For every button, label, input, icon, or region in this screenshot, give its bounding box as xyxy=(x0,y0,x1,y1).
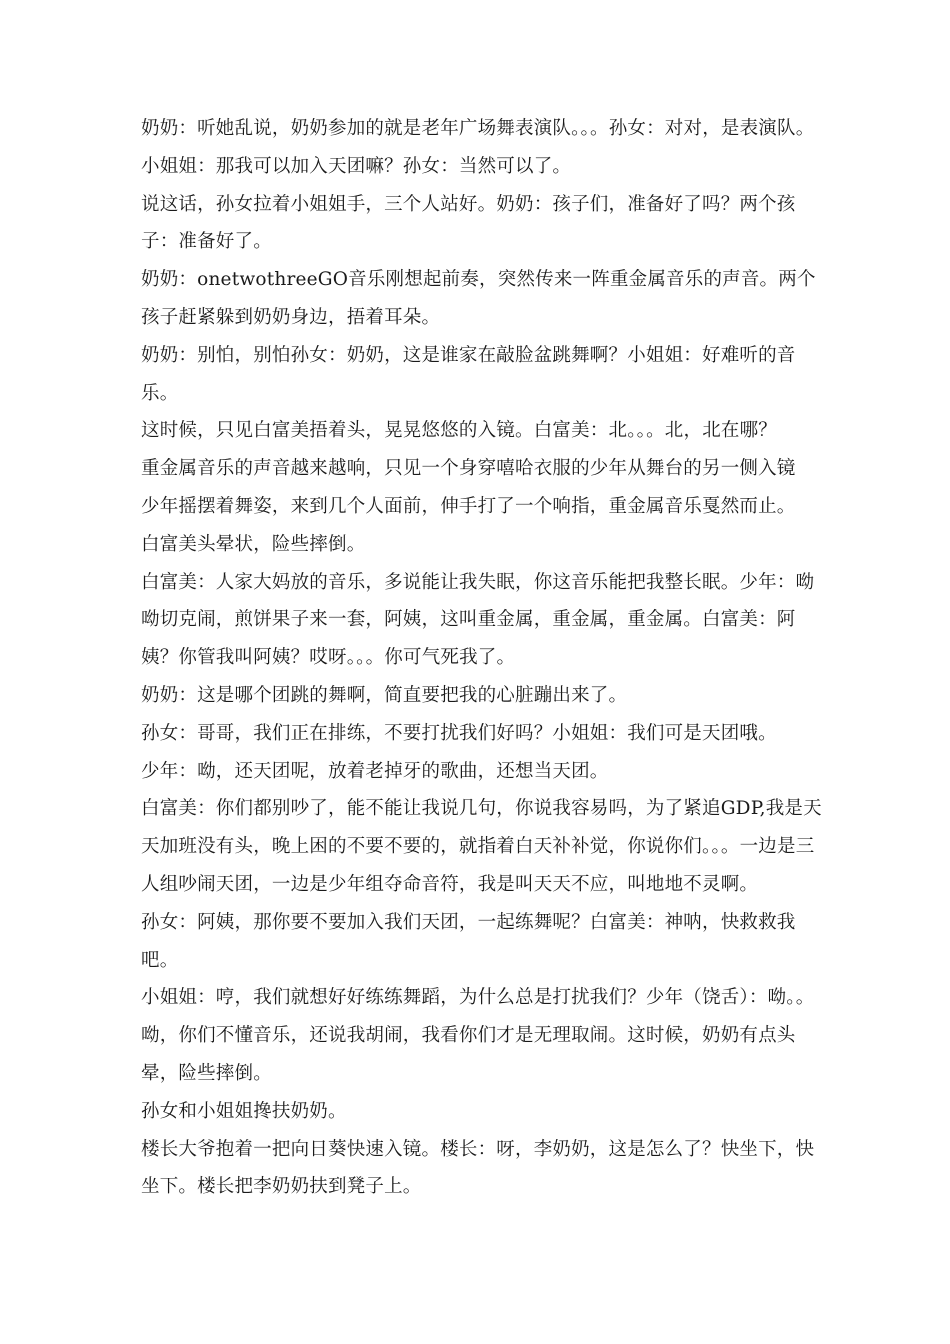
paragraph: 奶奶：听她乱说，奶奶参加的就是老年广场舞表演队。。。孙女：对对，是表演队。 xyxy=(141,118,815,139)
paragraph: 楼长大爷抱着一把向日葵快速入镜。楼长：呀，李奶奶，这是怎么了？快坐下，快坐下。楼长把李奶奶扶到凳子上。 xyxy=(141,1138,815,1198)
paragraph: 奶奶：onetwothreeGO音乐刚想起前奏，突然传来一阵重金属音乐的声音。两个孩子赶紧躲到奶奶身边，捂着耳朵。 xyxy=(141,269,816,328)
paragraph: 孙女：哥哥，我们正在排练，不要打扰我们好吗？小姐姐：我们可是天团哦。 xyxy=(141,722,777,744)
document-body xyxy=(141,110,831,1206)
paragraph: 奶奶：别怕，别怕孙女：奶奶，这是谁家在敲脸盆跳舞啊？小姐姐：好难听的音乐。 xyxy=(141,344,796,404)
paragraph: 白富美头晕状，险些摔倒。 xyxy=(141,533,366,555)
paragraph: 白富美：你们都别吵了，能不能让我说几句，你说我容易吗，为了紧追GDP,我是天天加班没有头，晚上困的不要不要的，就指着白天补补觉，你说你们。。。一边是三人组吵闹天团，一边是少年组夺命音符，我是叫天天不应，叫地地不灵啊。 xyxy=(141,798,822,895)
paragraph: 这时候，只见白富美捂着头，晃晃悠悠的入镜。白富美：北。。。北，北在哪？ xyxy=(141,420,778,442)
paragraph: 小姐姐：哼，我们就想好好练练舞蹈，为什么总是打扰我们？少年（饶舌）：呦。。呦，你们不懂音乐，还说我胡闹，我看你们才是无理取闹。这时候，奶奶有点头晕，险些摔倒。 xyxy=(141,987,815,1084)
paragraph: 少年摇摆着舞姿，来到几个人面前，伸手打了一个响指，重金属音乐戛然而止。 xyxy=(141,495,796,517)
paragraph: 重金属音乐的声音越来越响，只见一个身穿嘻哈衣服的少年从舞台的另一侧入镜 xyxy=(141,458,796,480)
paragraph: 白富美：人家大妈放的音乐，多说能让我失眠，你这音乐能把我整长眠。少年：呦呦切克闹，煎饼果子来一套，阿姨，这叫重金属，重金属，重金属。白富美：阿姨？你管我叫阿姨？哎呀。。。你可气死我了。 xyxy=(141,571,815,669)
paragraph: 说这话，孙女拉着小姐姐手，三个人站好。奶奶：孩子们，准备好了吗？两个孩子：准备好了。 xyxy=(141,193,796,253)
paragraph: 少年：呦，还天团呢，放着老掉牙的歌曲，还想当天团。 xyxy=(141,760,609,782)
paragraph: 孙女和小姐姐搀扶奶奶。 xyxy=(141,1100,347,1122)
paragraph: 孙女：阿姨，那你要不要加入我们天团，一起练舞呢？白富美：神呐，快救救我吧。 xyxy=(141,911,796,971)
paragraph: 奶奶：这是哪个团跳的舞啊，简直要把我的心脏蹦出来了。 xyxy=(141,684,628,706)
paragraph: 小姐姐：那我可以加入天团嘛？孙女：当然可以了。 xyxy=(141,155,572,177)
